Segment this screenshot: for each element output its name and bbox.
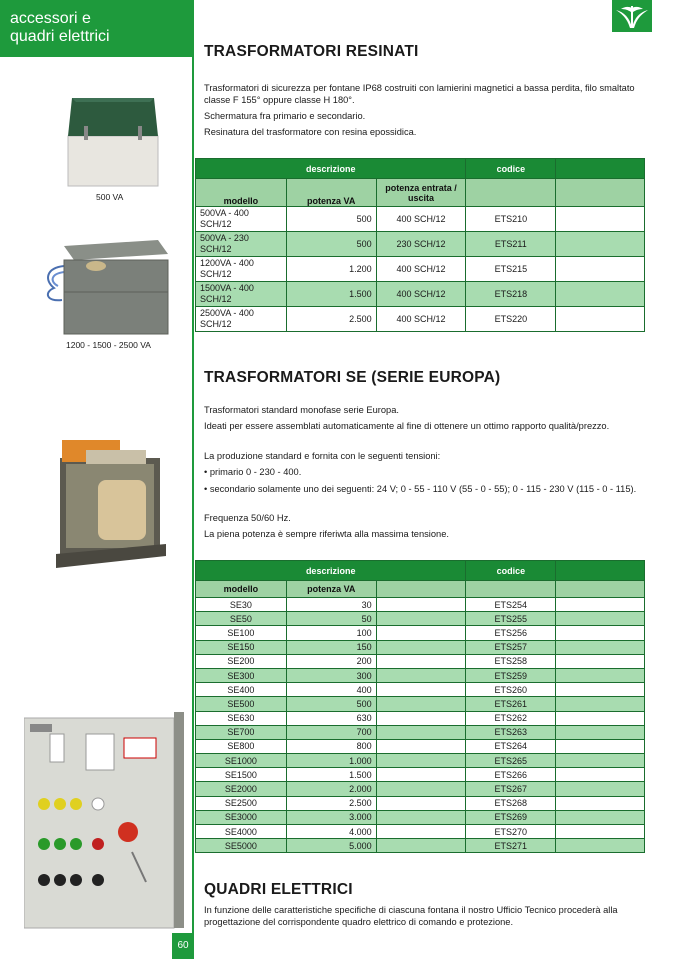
cell-codice: ETS257 xyxy=(466,640,556,654)
cell-potenza: 2.000 xyxy=(286,782,376,796)
cell-potenza: 2.500 xyxy=(286,796,376,810)
cell-potenza: 30 xyxy=(286,598,376,612)
cell-modello: SE100 xyxy=(196,626,287,640)
cell-blank xyxy=(556,796,645,810)
cell-blank xyxy=(376,768,466,782)
cell-blank xyxy=(376,668,466,682)
cell-blank xyxy=(556,725,645,739)
cell-modello: SE500 xyxy=(196,697,287,711)
cell-modello: SE3000 xyxy=(196,810,287,824)
cell-blank xyxy=(556,782,645,796)
table-row xyxy=(196,697,645,711)
caption-500va: 500 VA xyxy=(96,192,124,202)
cell-blank xyxy=(376,782,466,796)
cell-codice: ETS256 xyxy=(466,626,556,640)
section2-paragraph-5: • secondario solamente uno dei seguenti: 24 V; 0 - 55 - 110 V (55 - 0 - 55); 0 - 115 - 230 V (115 - 0 - 115). xyxy=(204,484,637,494)
table-serie-europa xyxy=(195,560,645,853)
table-header-empty xyxy=(556,159,645,179)
cell-blank xyxy=(556,282,645,307)
cell-blank xyxy=(376,711,466,725)
resin-transformer-500va-image xyxy=(66,96,160,193)
cell-codice: ETS259 xyxy=(466,668,556,682)
section2-paragraph-7: La piena potenza è sempre riferiwta alla massima tensione. xyxy=(204,529,449,539)
section1-paragraph-3: Resinatura del trasformatore con resina epossidica. xyxy=(204,127,417,137)
cell-potenza: 100 xyxy=(286,626,376,640)
se-transformer-image xyxy=(56,434,166,577)
table-row xyxy=(196,711,645,725)
section-title-line2: quadri elettrici xyxy=(10,28,110,45)
cell-entrata: 400 SCH/12 xyxy=(376,207,466,232)
section-title-line1: accessori e xyxy=(10,10,91,27)
table-header-entrata: potenza entrata / uscita xyxy=(376,179,466,207)
cell-blank xyxy=(556,839,645,853)
table-row xyxy=(196,754,645,768)
cell-codice: ETS215 xyxy=(466,257,556,282)
cell-blank xyxy=(556,683,645,697)
section1-title: TRASFORMATORI RESINATI xyxy=(204,43,419,60)
cell-blank xyxy=(376,654,466,668)
cell-codice: ETS254 xyxy=(466,598,556,612)
section3-title: QUADRI ELETTRICI xyxy=(204,881,353,898)
cell-codice: ETS268 xyxy=(466,796,556,810)
caption-large-va: 1200 - 1500 - 2500 VA xyxy=(66,340,151,350)
cell-modello: SE800 xyxy=(196,739,287,753)
cell-modello: SE300 xyxy=(196,668,287,682)
table-row xyxy=(196,782,645,796)
cell-blank xyxy=(556,598,645,612)
table-header-codice-blank xyxy=(466,179,556,207)
table-row xyxy=(196,768,645,782)
table-row xyxy=(196,668,645,682)
cell-modello: SE630 xyxy=(196,711,287,725)
cell-codice: ETS271 xyxy=(466,839,556,853)
section1-paragraph-2: Schermatura fra primario e secondario. xyxy=(204,111,366,121)
table-group-descrizione: descrizione xyxy=(196,561,466,581)
cell-blank xyxy=(556,640,645,654)
cell-modello: SE150 xyxy=(196,640,287,654)
cell-potenza: 3.000 xyxy=(286,810,376,824)
table-row xyxy=(196,739,645,753)
cell-codice: ETS266 xyxy=(466,768,556,782)
section2-paragraph-6: Frequenza 50/60 Hz. xyxy=(204,513,291,523)
cell-modello: 1200VA - 400 SCH/12 xyxy=(196,257,287,282)
cell-potenza: 400 xyxy=(286,683,376,697)
cell-modello: SE50 xyxy=(196,612,287,626)
cell-blank xyxy=(556,711,645,725)
cell-potenza: 630 xyxy=(286,711,376,725)
table-row xyxy=(196,839,645,853)
cell-codice: ETS211 xyxy=(466,232,556,257)
table-row xyxy=(196,825,645,839)
cell-blank xyxy=(556,768,645,782)
cell-blank xyxy=(556,825,645,839)
table-row xyxy=(196,612,645,626)
table-header-blank-2 xyxy=(556,581,645,598)
page-number: 60 xyxy=(172,933,194,959)
cell-codice: ETS255 xyxy=(466,612,556,626)
cell-modello: SE2000 xyxy=(196,782,287,796)
table-header-codice-blank xyxy=(466,581,556,598)
cell-codice: ETS220 xyxy=(466,307,556,332)
table-header-empty xyxy=(556,561,645,581)
table-group-codice: codice xyxy=(466,561,556,581)
cell-blank xyxy=(556,612,645,626)
table-header-blank xyxy=(376,581,466,598)
table-resinati xyxy=(195,158,645,332)
cell-entrata: 400 SCH/12 xyxy=(376,307,466,332)
cell-potenza: 1.000 xyxy=(286,754,376,768)
cell-blank xyxy=(376,626,466,640)
cell-blank xyxy=(376,612,466,626)
cell-modello: 500VA - 230 SCH/12 xyxy=(196,232,287,257)
section-header xyxy=(0,0,192,57)
table-row xyxy=(196,810,645,824)
table-header-potenza: potenza VA xyxy=(286,179,376,207)
cell-modello: 500VA - 400 SCH/12 xyxy=(196,207,287,232)
cell-potenza: 5.000 xyxy=(286,839,376,853)
section2-paragraph-4: • primario 0 - 230 - 400. xyxy=(204,467,302,477)
cell-modello: SE5000 xyxy=(196,839,287,853)
cell-codice: ETS261 xyxy=(466,697,556,711)
table-row xyxy=(196,683,645,697)
cell-potenza: 2.500 xyxy=(286,307,376,332)
cell-blank xyxy=(556,668,645,682)
cell-potenza: 500 xyxy=(286,207,376,232)
cell-modello: SE700 xyxy=(196,725,287,739)
cell-potenza: 1.500 xyxy=(286,282,376,307)
resin-transformer-large-image xyxy=(40,236,172,343)
cell-blank xyxy=(556,207,645,232)
cell-potenza: 700 xyxy=(286,725,376,739)
table-row xyxy=(196,725,645,739)
cell-entrata: 230 SCH/12 xyxy=(376,232,466,257)
green-divider xyxy=(192,0,194,959)
cell-blank xyxy=(376,697,466,711)
cell-blank xyxy=(556,626,645,640)
cell-potenza: 1.200 xyxy=(286,257,376,282)
table-header-modello: modello xyxy=(196,179,287,207)
cell-blank xyxy=(376,796,466,810)
cell-blank xyxy=(556,697,645,711)
cell-blank xyxy=(556,654,645,668)
cell-codice: ETS210 xyxy=(466,207,556,232)
cell-modello: SE1500 xyxy=(196,768,287,782)
cell-codice: ETS258 xyxy=(466,654,556,668)
cell-modello: SE2500 xyxy=(196,796,287,810)
cell-codice: ETS270 xyxy=(466,825,556,839)
cell-codice: ETS260 xyxy=(466,683,556,697)
brand-logo-icon xyxy=(612,0,652,32)
table-row xyxy=(196,598,645,612)
section1-paragraph-1: Trasformatori di sicurezza per fontane IP68 costruiti con lamierini magnetici a bassa perdita, filo smaltato classe F 155° oppure classe H 180°. xyxy=(204,83,635,105)
cell-blank xyxy=(556,739,645,753)
cell-potenza: 150 xyxy=(286,640,376,654)
cell-potenza: 1.500 xyxy=(286,768,376,782)
cell-potenza: 500 xyxy=(286,697,376,711)
section2-paragraph-3: La produzione standard e fornita con le seguenti tensioni: xyxy=(204,451,441,461)
cell-modello: SE30 xyxy=(196,598,287,612)
cell-potenza: 50 xyxy=(286,612,376,626)
cell-entrata: 400 SCH/12 xyxy=(376,257,466,282)
table-group-descrizione: descrizione xyxy=(196,159,466,179)
cell-blank xyxy=(556,232,645,257)
section2-paragraph-2: Ideati per essere assemblati automaticamente al fine di ottenere un ottimo rapporto qualità/prezzo. xyxy=(204,421,610,431)
cell-blank xyxy=(376,825,466,839)
cell-codice: ETS264 xyxy=(466,739,556,753)
cell-codice: ETS262 xyxy=(466,711,556,725)
table-row xyxy=(196,626,645,640)
cell-blank xyxy=(556,307,645,332)
cell-blank xyxy=(376,640,466,654)
cell-codice: ETS267 xyxy=(466,782,556,796)
cell-codice: ETS265 xyxy=(466,754,556,768)
cell-potenza: 500 xyxy=(286,232,376,257)
table-row xyxy=(196,796,645,810)
table-header-blank xyxy=(556,179,645,207)
cell-blank xyxy=(376,754,466,768)
cell-blank xyxy=(376,739,466,753)
cell-blank xyxy=(376,598,466,612)
cell-modello: SE4000 xyxy=(196,825,287,839)
table-row xyxy=(196,207,645,232)
cell-blank xyxy=(556,810,645,824)
cell-blank xyxy=(376,810,466,824)
cell-codice: ETS269 xyxy=(466,810,556,824)
table-row xyxy=(196,257,645,282)
cell-blank xyxy=(376,839,466,853)
table-row xyxy=(196,232,645,257)
cell-modello: SE200 xyxy=(196,654,287,668)
cell-entrata: 400 SCH/12 xyxy=(376,282,466,307)
cell-modello: 2500VA - 400 SCH/12 xyxy=(196,307,287,332)
section2-title: TRASFORMATORI SE (SERIE EUROPA) xyxy=(204,369,501,386)
cell-codice: ETS218 xyxy=(466,282,556,307)
table-header-modello: modello xyxy=(196,581,287,598)
cell-modello: SE1000 xyxy=(196,754,287,768)
cell-blank xyxy=(556,257,645,282)
cell-modello: 1500VA - 400 SCH/12 xyxy=(196,282,287,307)
cell-potenza: 300 xyxy=(286,668,376,682)
cell-blank xyxy=(376,725,466,739)
table-header-potenza: potenza VA xyxy=(286,581,376,598)
section3-paragraph: In funzione delle caratteristiche specifiche di ciascuna fontana il nostro Ufficio Tecnico procederà alla progettazione del corrispondente quadro elettrico di comando e protezione. xyxy=(204,905,618,927)
table-row xyxy=(196,654,645,668)
control-panel-image xyxy=(24,712,184,935)
table-row xyxy=(196,282,645,307)
cell-codice: ETS263 xyxy=(466,725,556,739)
table-row xyxy=(196,640,645,654)
cell-blank xyxy=(376,683,466,697)
table-group-codice: codice xyxy=(466,159,556,179)
table-row xyxy=(196,307,645,332)
cell-modello: SE400 xyxy=(196,683,287,697)
cell-potenza: 200 xyxy=(286,654,376,668)
section2-paragraph-1: Trasformatori standard monofase serie Europa. xyxy=(204,405,399,415)
cell-potenza: 4.000 xyxy=(286,825,376,839)
cell-blank xyxy=(556,754,645,768)
cell-potenza: 800 xyxy=(286,739,376,753)
